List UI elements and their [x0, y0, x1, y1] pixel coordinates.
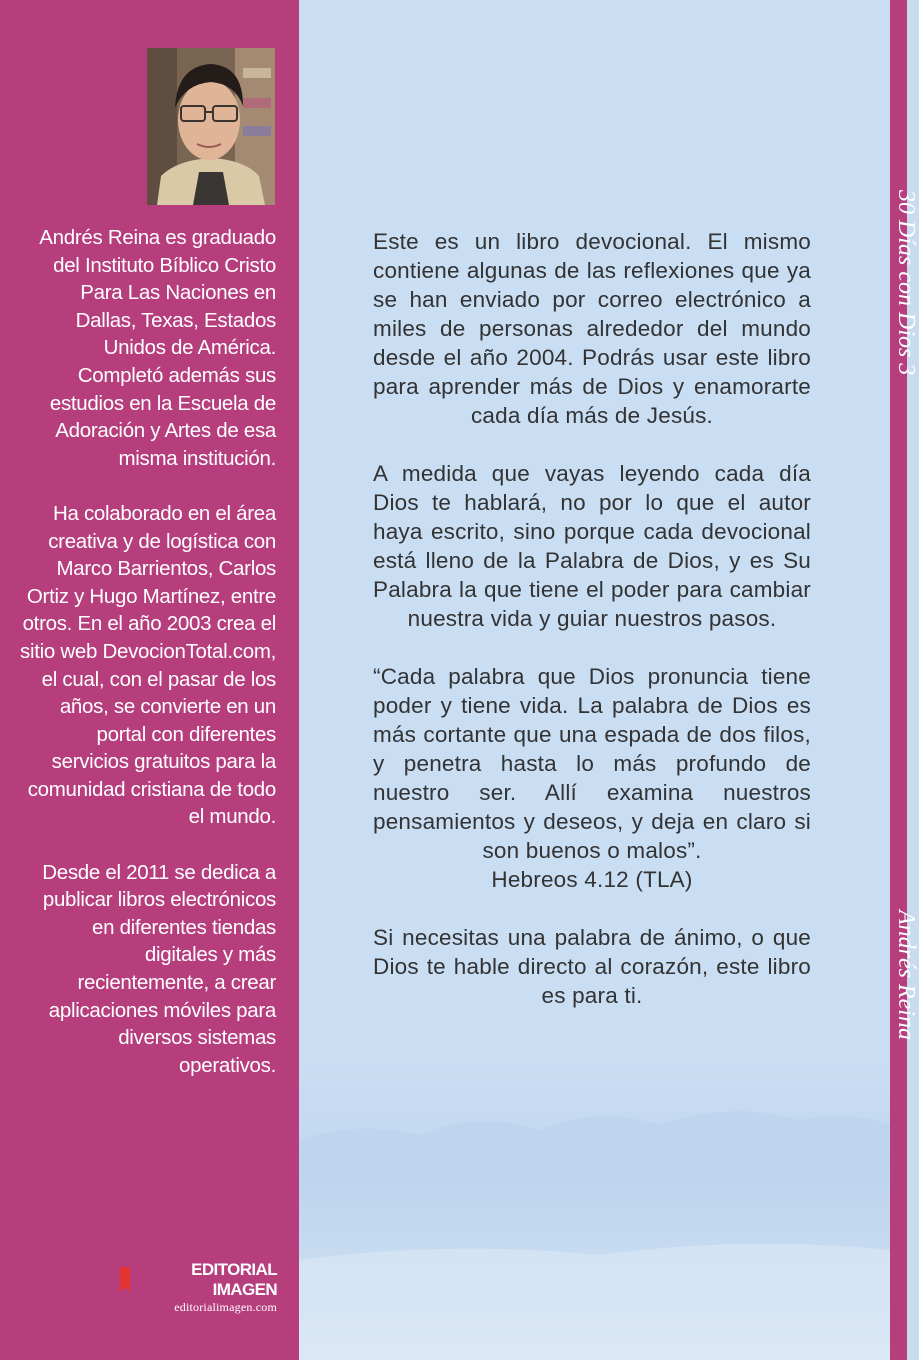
bio-paragraph-2: Ha colaborado en el área creativa y de logística con Marco Barrientos, Carlos Ortiz y Hugo Martínez, entre otros. En el año 2003 crea el sitio web DevocionTotal.com, el cual, con el pasar de los años, se convierte en un portal con diferentes servicios gratuitos para la comunidad cristiana de todo el mundo. — [20, 501, 276, 829]
bible-quote — [373, 662, 811, 865]
spine-author: Andrés Reina — [893, 910, 919, 1040]
description-closing: Si necesitas una palabra de ánimo, o que Dios te hable directo al corazón, este libro es para ti. — [373, 925, 811, 1008]
book-description — [373, 227, 811, 1039]
bible-quote-reference: Hebreos 4.12 (TLA) — [491, 867, 693, 892]
author-photo — [147, 48, 275, 205]
description-paragraph-2: A medida que vayas leyendo cada día Dios te hablará, no por lo que el autor haya escrito, sino porque cada devocional está lleno de la Palabra de Dios, y es Su Palabra la que tiene el poder para cambiar nuestra vida y guiar nuestros pasos. — [373, 461, 811, 631]
bio-paragraph-1: Andrés Reina es graduado del Instituto Bíblico Cristo Para Las Naciones en Dallas, Texas, Estados Unidos de América. Completó además sus estudios en la Escuela de Adoración y Artes de esa misma institución. — [39, 226, 276, 470]
spine-title: 30 Días con Dios 3 — [893, 190, 919, 376]
publisher-name: EDITORIAL IMAGEN — [191, 1260, 277, 1299]
back-cover-left-panel — [0, 0, 299, 1360]
bio-paragraph-3: Desde el 2011 se dedica a publicar libros electrónicos en diferentes tiendas digitales y más recientemente, a crear aplicaciones móviles para diversos sistemas operativos. — [42, 860, 276, 1077]
publisher-url: editorialimagen.com — [174, 1300, 277, 1314]
publisher-block — [120, 1260, 277, 1315]
book-spine — [890, 0, 919, 1360]
bookmark-icon — [120, 1267, 130, 1293]
bible-quote-text: “Cada palabra que Dios pronuncia tiene poder y tiene vida. La palabra de Dios es más cortante que una espada de dos filos, y penetra hasta lo más profundo de nuestro ser. Allí examina nuestros pensamientos y deseos, y deja en claro si son buenos o malos”. — [373, 664, 811, 863]
author-portrait-icon — [147, 48, 275, 205]
description-paragraph-1: Este es un libro devocional. El mismo contiene algunas de las reflexiones que ya se han enviado por correo electrónico a miles de personas alrededor del mundo desde el año 2004. Podrás usar este libro para aprender más de Dios y enamorarte cada día más de Jesús. — [373, 229, 811, 428]
sky-landscape-icon — [299, 1080, 890, 1360]
publisher-logo — [120, 1260, 277, 1300]
author-bio — [18, 224, 276, 1107]
